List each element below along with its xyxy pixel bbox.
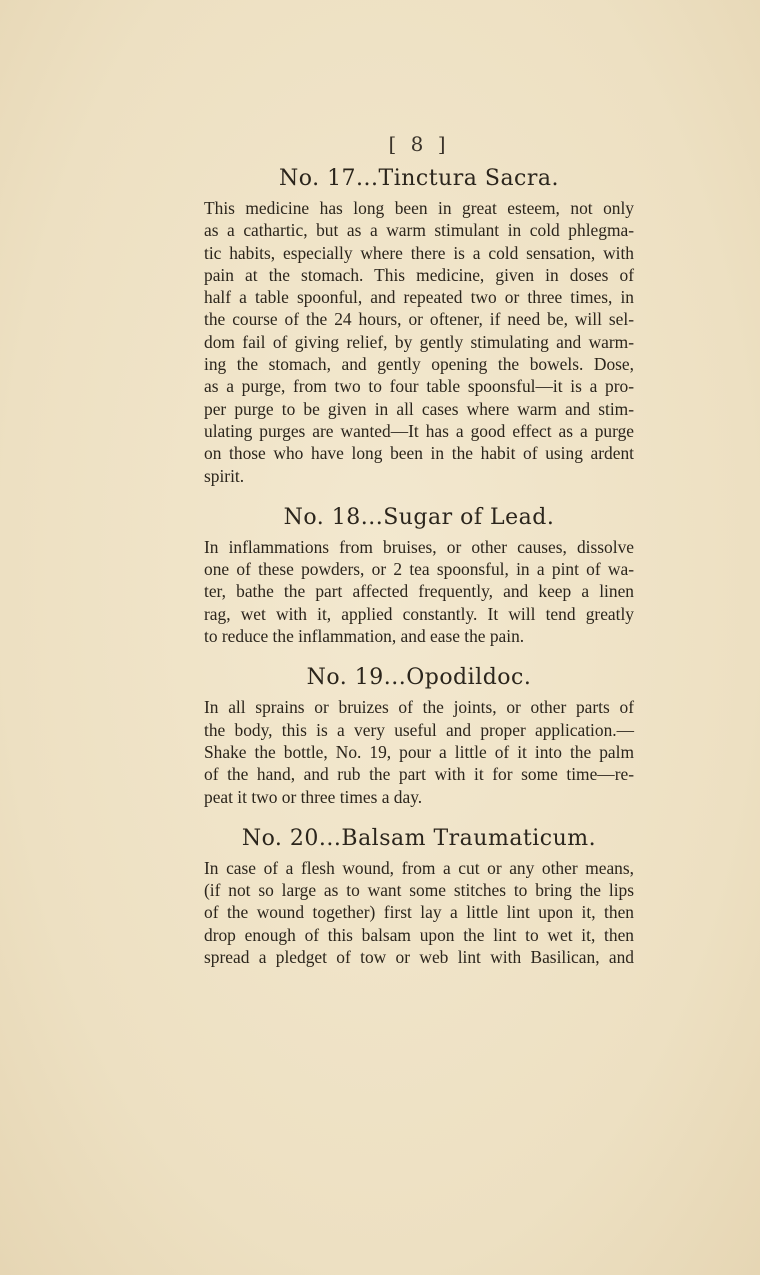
text-line: the course of the 24 hours, or oftener, if need be, will sel- [204, 309, 634, 330]
text-line: tic habits, especially where there is a cold sensation, with [204, 242, 634, 263]
text-line: one of these powders, or 2 tea spoonsful, in a pint of wa- [204, 559, 634, 580]
text-line: drop enough of this balsam upon the lint to wet it, then [204, 924, 634, 945]
text-line: Shake the bottle, No. 19, pour a little of it into the palm [204, 741, 634, 762]
text-line: In all sprains or bruizes of the joints, or other parts of [204, 697, 634, 718]
text-line: peat it two or three times a day. [204, 786, 423, 807]
text-line: half a table spoonful, and repeated two or three times, in [204, 287, 634, 308]
text-line: spread a pledget of tow or web lint with Basilican, and [204, 947, 634, 968]
section-body [204, 197, 634, 487]
section-balsam-traumaticum [204, 826, 634, 968]
text-line: pain at the stomach. This medicine, given in doses of [204, 264, 634, 285]
text-line: of the hand, and rub the part with it for some time—re- [204, 764, 634, 785]
text-line: This medicine has long been in great esteem, not only [204, 198, 634, 218]
text-line: ulating purges are wanted—It has a good effect as a purge [204, 420, 634, 441]
text-line: rag, wet with it, applied constantly. It will tend greatly [204, 603, 634, 624]
section-opodildoc [204, 665, 634, 807]
text-line: the body, this is a very useful and proper application.— [204, 719, 634, 740]
text-line: as a purge, from two to four table spoonsful—it is a pro- [204, 376, 634, 397]
text-line: per purge to be given in all cases where warm and stim- [204, 398, 634, 419]
section-heading: No. 17...Tinctura Sacra. [278, 166, 560, 191]
text-line: as a cathartic, but as a warm stimulant in cold phlegma- [204, 220, 634, 241]
text-line: to reduce the inflammation, and ease the pain. [204, 626, 525, 647]
text-line: In inflammations from bruises, or other causes, dissolve [204, 536, 634, 557]
text-line: dom fail of giving relief, by gently stimulating and warm- [204, 331, 634, 352]
text-line: ing the stomach, and gently opening the bowels. Dose, [204, 354, 634, 375]
text-line: ter, bathe the part affected frequently, and keep a linen [204, 581, 634, 602]
section-body [204, 857, 634, 968]
text-line: of the wound together) first lay a little lint upon it, then [204, 902, 634, 923]
section-heading: No. 20...Balsam Traumaticum. [241, 825, 597, 851]
section-body [204, 696, 634, 807]
section-tinctura-sacra [204, 166, 634, 487]
text-line: In case of a flesh wound, from a cut or any other means, [204, 857, 634, 878]
text-line: on those who have long been in the habit of using ardent [204, 443, 634, 464]
section-heading: No. 19...Opodildoc. [306, 665, 532, 691]
section-sugar-of-lead [204, 505, 634, 647]
page-content [204, 132, 634, 986]
section-heading: No. 18...Sugar of Lead. [283, 504, 555, 530]
section-body [204, 536, 634, 647]
text-line: (if not so large as to want some stitches to bring the lips [204, 880, 634, 901]
text-line: spirit. [204, 465, 245, 486]
page-number: [ 8 ] [388, 132, 450, 156]
